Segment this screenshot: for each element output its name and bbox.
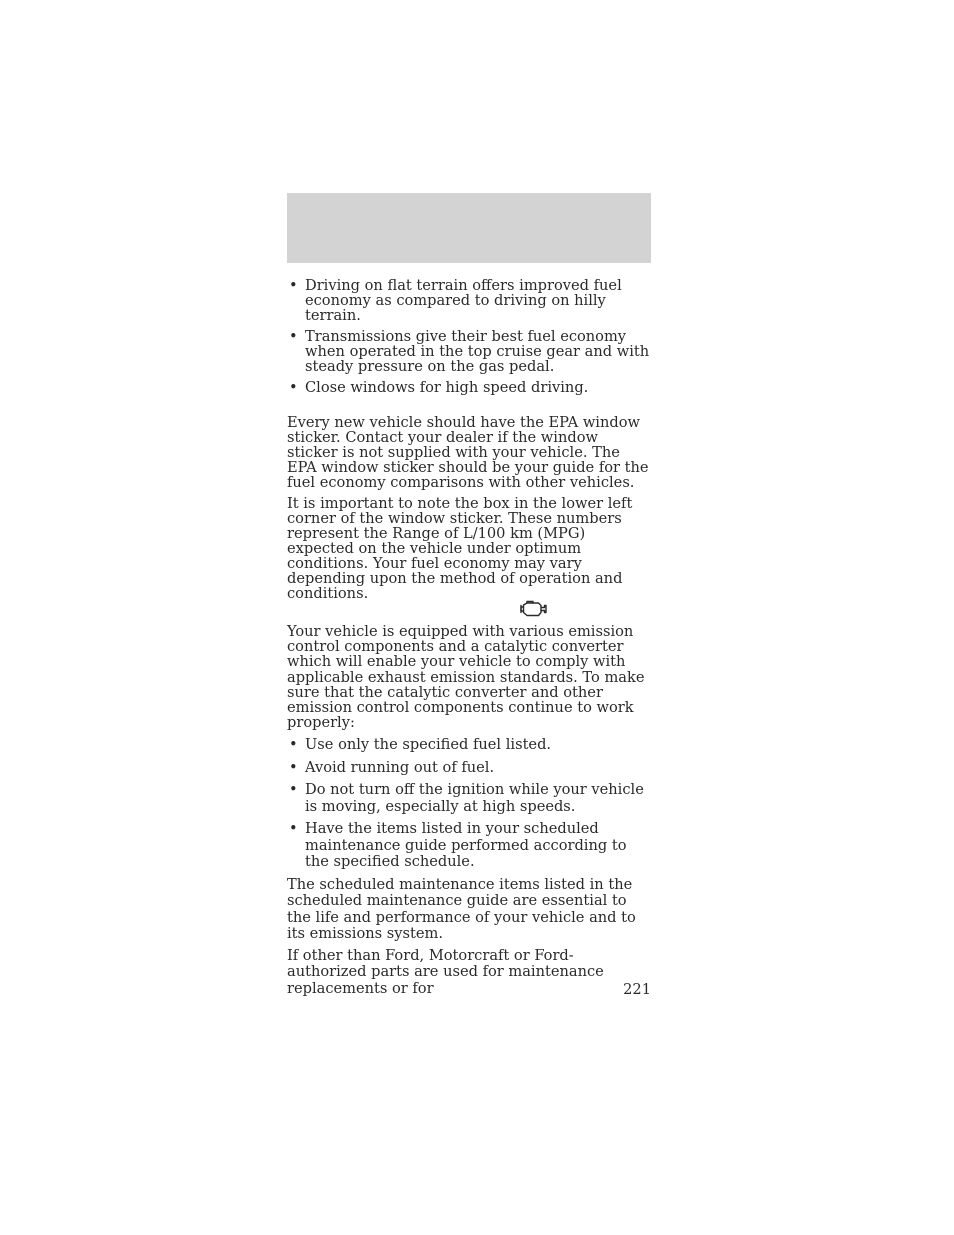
driving-tips-section xyxy=(287,278,651,395)
bullet-icon: • xyxy=(289,277,298,294)
paragraph: If other than Ford, Motorcraft or Ford-authorized parts are used for maintenance replacements or for xyxy=(287,947,604,997)
list-item xyxy=(287,278,651,323)
list-item xyxy=(287,821,651,871)
bullet-icon: • xyxy=(289,736,298,754)
list-item-text: Use only the specified fuel listed. xyxy=(305,736,552,754)
list-item xyxy=(287,760,651,777)
list-item xyxy=(287,737,651,754)
list-item-text: Close windows for high speed driving. xyxy=(305,379,589,396)
emission-tips-list xyxy=(287,737,651,871)
paragraph: The scheduled maintenance items listed in the scheduled maintenance guide are essential to the life and performance of your vehicle and to its emissions system. xyxy=(287,875,636,942)
section-header-band xyxy=(287,193,651,263)
list-item-text: Have the items listed in your scheduled maintenance guide performed according to the specified schedule. xyxy=(305,820,627,871)
emission-control-section xyxy=(287,624,651,997)
list-item xyxy=(287,380,651,395)
list-item-text: Transmissions give their best fuel economy when operated in the top cruise gear and with steady pressure on the gas pedal. xyxy=(305,328,650,375)
bullet-icon: • xyxy=(289,379,298,396)
list-item xyxy=(287,329,651,374)
list-item xyxy=(287,782,651,815)
bullet-icon: • xyxy=(289,781,298,799)
list-item-text: Driving on flat terrain offers improved fuel economy as compared to driving on hilly terrain. xyxy=(305,277,622,324)
list-item-text: Do not turn off the ignition while your vehicle is moving, especially at high speeds. xyxy=(305,781,644,815)
list-item-text: Avoid running out of fuel. xyxy=(305,758,495,776)
bullet-icon: • xyxy=(289,328,298,345)
epa-sticker-section xyxy=(287,415,651,601)
page-number: 221 xyxy=(623,981,651,998)
paragraph: It is important to note the box in the lower left corner of the window sticker. These numbers represent the Range of L/100 km (MPG) expected on the vehicle under optimum conditions. Your fuel economy may vary depending upon the method of operation and conditions. xyxy=(287,495,633,602)
paragraph: Every new vehicle should have the EPA window sticker. Contact your dealer if the window sticker is not supplied with your vehicle. The EPA window sticker should be your guide for the fuel economy comparisons with other vehicles. xyxy=(287,414,649,491)
intro-paragraph: Your vehicle is equipped with various emission control components and a catalytic converter which will enable your vehicle to comply with applicable exhaust emission standards. To make sure that the catalytic converter and other emission control components continue to work properly: xyxy=(287,623,645,732)
bullet-icon: • xyxy=(289,758,298,776)
driving-tips-list xyxy=(287,278,651,395)
engine-icon xyxy=(518,599,548,619)
bullet-icon: • xyxy=(289,820,298,838)
